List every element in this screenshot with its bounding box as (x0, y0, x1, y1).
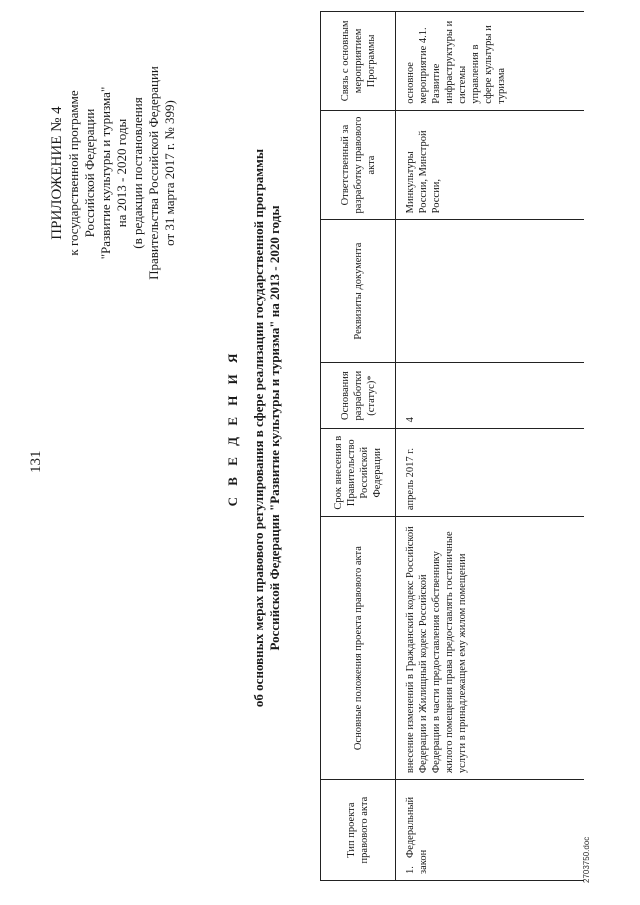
cell-type (396, 780, 585, 881)
column-header: Основания разработки (статус)* (321, 362, 396, 429)
cell-type-text: Федеральный закон (405, 796, 429, 874)
appendix-line: (в редакции постановления (130, 97, 145, 249)
file-name: 2703750.doc (582, 836, 591, 883)
appendix-line: "Развитие культуры и туризма" (98, 86, 113, 260)
document-subtitle-line: об основных мерах правового регулирования в сфере реализации государственной программы (251, 148, 266, 708)
cell-deadline: апрель 2017 г. (396, 429, 585, 517)
cell-link: основное мероприятие 4.1. Развитие инфраструктуры и системы управления в сфере культуры и туризма (396, 12, 585, 111)
document-subtitle-line: Российской Федерации "Развитие культуры и туризма" на 2013 - 2020 годы (267, 205, 282, 651)
appendix-line: на 2013 - 2020 годы (114, 118, 129, 228)
column-header: Ответственный за разработку правового акта (321, 110, 396, 220)
cell-responsible: Минкультуры России, Минстрой России, (396, 110, 585, 220)
document-title (225, 23, 283, 833)
cell-provisions: внесение изменений в Гражданский кодекс Российской Федерации и Жилищный кодекс Российской Федерации в части предоставления собственнику жилого помещения права предоставлять гостиничные услуги в принадлежащем ему жилом помещении (396, 517, 585, 780)
column-header: Тип проекта правового акта (321, 780, 396, 881)
appendix-line: Правительства Российской Федерации (146, 66, 161, 280)
table-row (396, 12, 585, 881)
column-header: Срок внесения в Правительство Российской Федерации (321, 429, 396, 517)
measures-table (320, 11, 584, 881)
appendix-line: от 31 марта 2017 г. № 399) (162, 100, 177, 246)
appendix-title: ПРИЛОЖЕНИЕ № 4 (49, 106, 65, 240)
page-number: 131 (28, 450, 44, 473)
row-number: 1. (405, 866, 416, 874)
table-header-row (321, 12, 396, 881)
appendix-block (48, 43, 178, 303)
column-header: Основные положения проекта правового акта (321, 517, 396, 780)
column-header: Реквизиты документа (321, 220, 396, 363)
document-page (0, 13, 605, 893)
appendix-line: к государственной программе (66, 90, 81, 256)
appendix-line: Российской Федерации (82, 108, 97, 238)
cell-basis: 4 (396, 362, 585, 429)
cell-details (396, 220, 585, 363)
document-heading: С В Е Д Е Н И Я (225, 349, 240, 507)
column-header: Связь с основным мероприятием Программы (321, 12, 396, 111)
